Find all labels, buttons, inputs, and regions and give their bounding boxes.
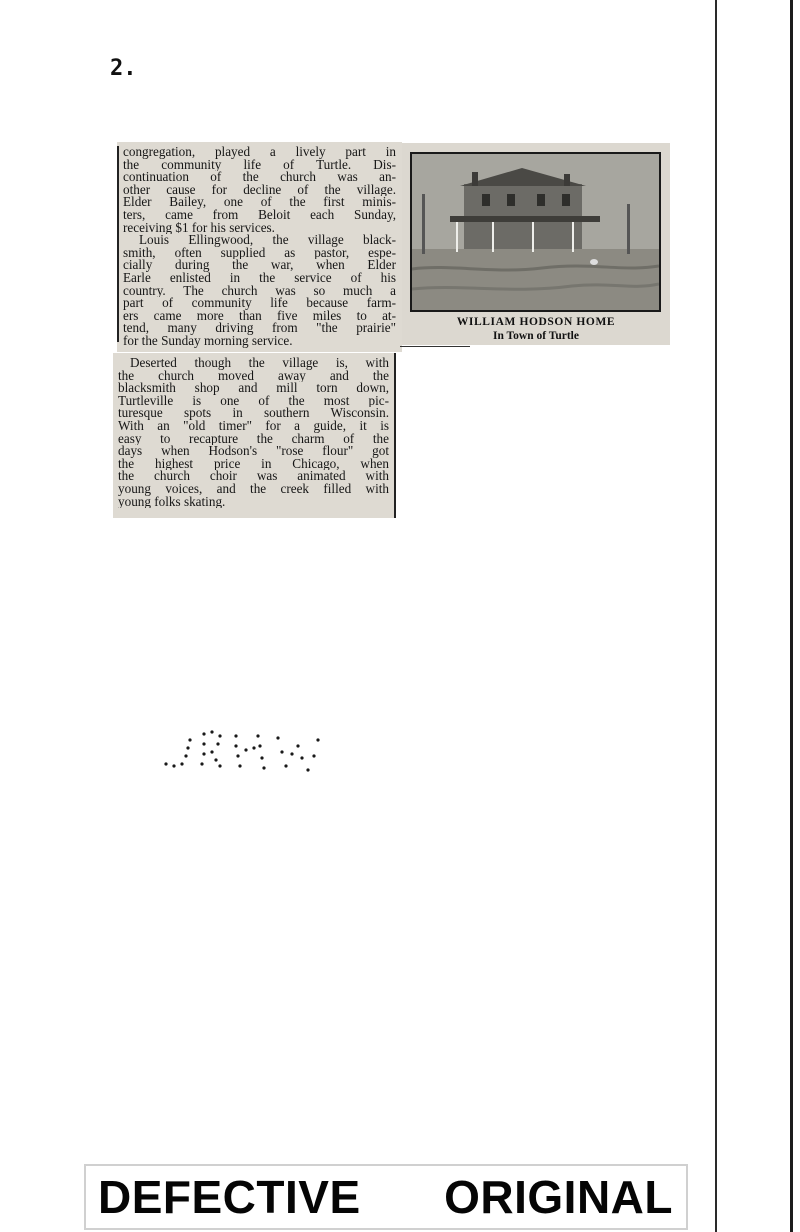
defective-original-label [84,1164,688,1230]
clipping-line: part of community life because farm- [123,297,396,310]
clipping-line: the church choir was animated with [118,470,389,483]
photo-caption-title: WILLIAM HODSON HOME [456,316,616,328]
clipping-line: blacksmith shop and mill torn down, [118,382,389,395]
clipping-line: other cause for decline of the village. [123,183,396,197]
clipping-line: easy to recapture the charm of the [118,432,389,446]
clipping-line: Deserted though the village is, with [130,357,389,370]
divider-rule [400,346,470,347]
clipping-line: the community life of Turtle. Dis- [123,158,396,172]
newspaper-clipping-top [117,142,402,352]
photo-caption-subtitle: In Town of Turtle [493,330,579,342]
page-number: 2. [110,56,137,81]
clipping-line: young voices, and the creek filled with [118,482,389,496]
house-photo [410,152,661,312]
clipping-line: for the Sunday morning service. [123,334,293,348]
newspaper-clipping-bottom [113,353,394,518]
clipping-line: turesque spots in southern Wisconsin. [118,407,389,420]
clipping-line: smith, often supplied as pastor, espe- [123,246,396,260]
defective-original-text: DEFECTIVE ORIGINAL [98,1171,673,1223]
clipping-line: tend, many driving from "the prairie" [123,322,396,335]
clipping-line: ers came more than five miles to at- [123,309,396,323]
clipping-line: With an "old timer" for a guide, it is [118,419,389,433]
house-photo-image [412,154,659,310]
clipping-line: congregation, played a lively part in [123,146,396,159]
clipping-line: cially during the war, when Elder [123,259,396,272]
clipping-line: days when Hodson's "rose flour" got [118,445,389,458]
scan-edge-line-outer [790,0,793,1232]
clipping-line: continuation of the church was an- [123,171,396,184]
clipping-line: Louis Ellingwood, the village black- [139,234,396,247]
clipping-line: Earle enlisted in the service of his [123,271,396,285]
clipping-line: the highest price in Chicago, when [118,457,389,471]
clipping-line: Elder Bailey, one of the first minis- [123,196,396,209]
perforation-stamp [160,726,330,780]
clipping-line: ters, came from Beloit each Sunday, [123,208,396,222]
clipping-line: young folks skating. [118,495,226,509]
clipping-line: country. The church was so much a [123,284,396,298]
photo-clipping [402,143,670,345]
clipping-line: Turtleville is one of the most pic- [118,394,389,408]
scan-edge-line [715,0,717,1232]
perforation-stamp-dots [160,726,330,780]
clipping-line: the church moved away and the [118,369,389,383]
clipping-line: receiving $1 for his services. [123,221,275,235]
